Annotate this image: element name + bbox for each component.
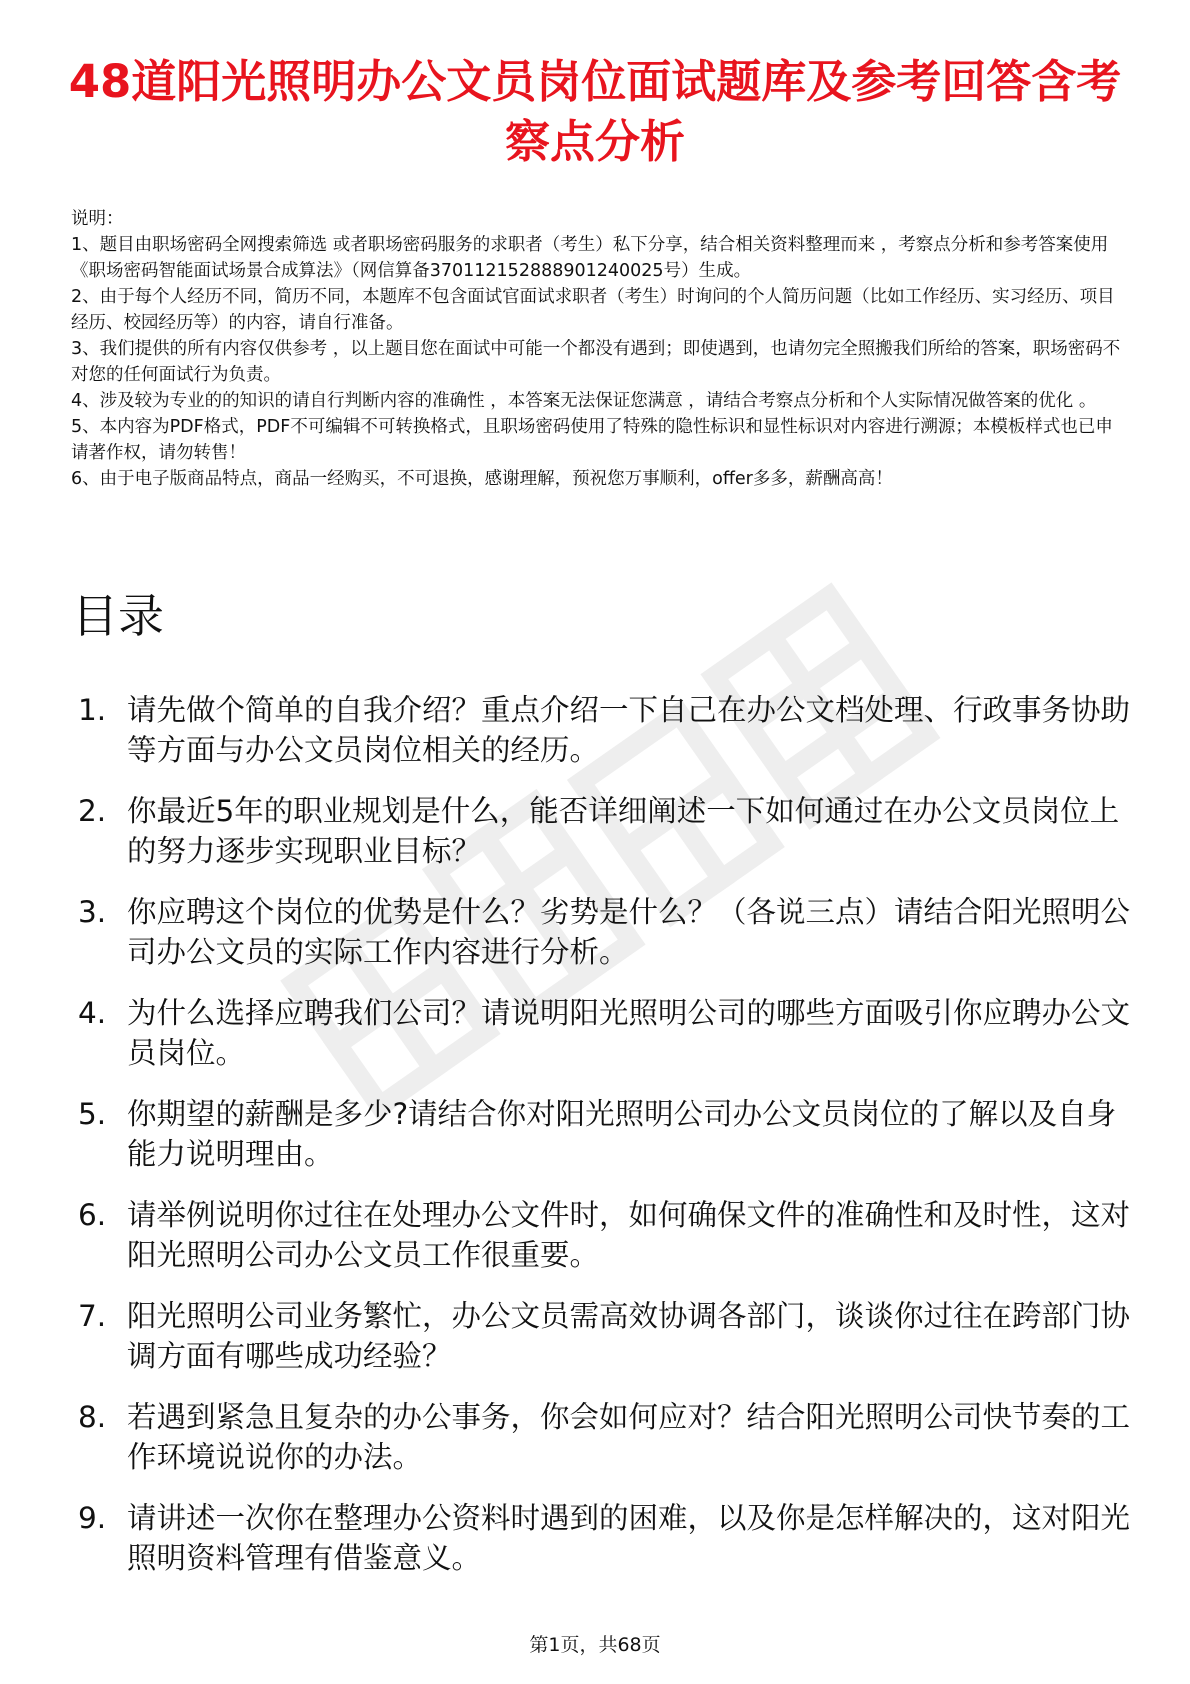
toc-item-text: 若遇到紧急且复杂的办公事务，你会如何应对？结合阳光照明公司快节奏的工作环境说说你的办法。 <box>127 1400 1131 1474</box>
toc-item-number: 2. <box>78 794 107 828</box>
toc-list <box>70 690 1130 1599</box>
notes-label: 说明： <box>71 209 124 229</box>
toc-item-text: 阳光照明公司业务繁忙，办公文员需高效协调各部门，谈谈你过往在跨部门协调方面有哪些成功经验？ <box>127 1299 1131 1373</box>
toc-item-text: 你最近5年的职业规划是什么，能否详细阐述一下如何通过在办公文员岗位上的努力逐步实现职业目标？ <box>127 794 1120 868</box>
note-item: 1、题目由职场密码全网搜索筛选 或者职场密码服务的求职者（考生）私下分享，结合相关资料整理而来 ，考察点分析和参考答案使用《职场密码智能面试场景合成算法》（网信算备370112152888901240025号）生成。 <box>71 235 1109 281</box>
toc-item-text: 你应聘这个岗位的优势是什么？劣势是什么？（各说三点）请结合阳光照明公司办公文员的实际工作内容进行分析。 <box>127 895 1131 969</box>
toc-item-number: 4. <box>78 996 107 1030</box>
toc-item <box>70 1498 1130 1578</box>
toc-item <box>70 1296 1130 1376</box>
toc-heading: 目录 <box>72 589 164 643</box>
toc-item-text: 请举例说明你过往在处理办公文件时，如何确保文件的准确性和及时性，这对阳光照明公司办公文员工作很重要。 <box>127 1198 1131 1272</box>
toc-item <box>70 1397 1130 1477</box>
toc-item-number: 6. <box>78 1198 107 1232</box>
toc-item-text: 你期望的薪酬是多少?请结合你对阳光照明公司办公文员岗位的了解以及自身能力说明理由。 <box>127 1097 1117 1171</box>
toc-item <box>70 1094 1130 1174</box>
page-footer: 第1页，共68页 <box>529 1634 661 1656</box>
note-item: 4、涉及较为专业的的知识的请自行判断内容的准确性 ，本答案无法保证您满意 ，请结合考察点分析和个人实际情况做答案的优化 。 <box>71 391 1097 411</box>
toc-item-number: 7. <box>78 1299 107 1333</box>
toc-item <box>70 892 1130 972</box>
toc-item-number: 8. <box>78 1400 107 1434</box>
note-item: 2、由于每个人经历不同，简历不同，本题库不包含面试官面试求职者（考生）时询问的个人简历问题（比如工作经历、实习经历、项目经历、校园经历等）的内容，请自行准备。 <box>71 287 1115 333</box>
toc-item-text: 请讲述一次你在整理办公资料时遇到的困难，以及你是怎样解决的，这对阳光照明资料管理有借鉴意义。 <box>127 1501 1131 1575</box>
toc-item-text: 请先做个简单的自我介绍？重点介绍一下自己在办公文档处理、行政事务协助等方面与办公文员岗位相关的经历。 <box>127 693 1131 767</box>
note-item: 6、由于电子版商品特点，商品一经购买，不可退换，感谢理解，预祝您万事顺利，offer多多，薪酬高高！ <box>71 469 893 489</box>
note-item: 3、我们提供的所有内容仅供参考 ，以上题目您在面试中可能一个都没有遇到；即使遇到，也请勿完全照搬我们所给的答案，职场密码不对您的任何面试行为负责。 <box>71 339 1121 385</box>
toc-item-text: 为什么选择应聘我们公司？请说明阳光照明公司的哪些方面吸引你应聘办公文员岗位。 <box>127 996 1131 1070</box>
toc-item-number: 5. <box>78 1097 107 1131</box>
document-title: 48道阳光照明办公文员岗位面试题库及参考回答含考察点分析 <box>68 55 1122 168</box>
toc-item <box>70 1195 1130 1275</box>
notes-section <box>71 206 1121 492</box>
toc-item-number: 1. <box>78 693 107 727</box>
toc-item <box>70 993 1130 1073</box>
note-item: 5、本内容为PDF格式，PDF不可编辑不可转换格式，且职场密码使用了特殊的隐性标识和显性标识对内容进行溯源；本模板样式也已申请著作权，请勿转售！ <box>71 417 1113 463</box>
toc-item-number: 3. <box>78 895 107 929</box>
toc-item <box>70 791 1130 871</box>
toc-item <box>70 690 1130 770</box>
toc-item-number: 9. <box>78 1501 107 1535</box>
